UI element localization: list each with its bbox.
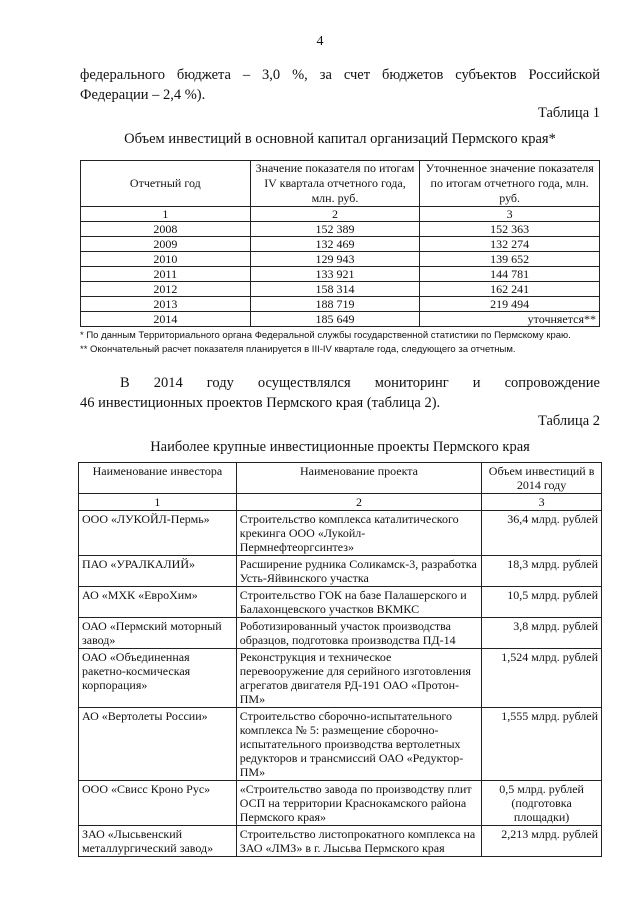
table1-cell: 152 389 xyxy=(250,222,420,237)
table1-header-cell: Значение показателя по итогам IV квартала отчетного года, млн. руб. xyxy=(250,161,420,207)
table-row xyxy=(79,826,602,857)
table1-cell: 2009 xyxy=(81,237,251,252)
table2-header-cell: Наименование проекта xyxy=(236,463,481,494)
project-cell: Реконструкция и техническое перевооружение для серийного изготовления агрегатов двигателя РД-191 ОАО «Протон-ПМ» xyxy=(236,649,481,708)
page-number: 4 xyxy=(316,34,324,49)
investor-cell: ПАО «УРАЛКАЛИЙ» xyxy=(79,556,237,587)
footnote-2: ** Окончательный расчет показателя планируется в III-IV квартале года, следующего за отчетным. xyxy=(80,344,516,355)
table1-label: Таблица 1 xyxy=(537,105,600,121)
table2-title: Наиболее крупные инвестиционные проекты Пермского края xyxy=(150,439,530,455)
table1-colnum: 3 xyxy=(420,207,600,222)
table-row xyxy=(79,511,602,556)
table2-header-row xyxy=(79,463,602,494)
table1-colnum-row xyxy=(81,207,600,222)
amount-cell: 2,213 млрд. рублей xyxy=(482,826,602,857)
table1-cell: 2014 xyxy=(81,312,251,327)
project-cell: Строительство комплекса каталитического крекинга ООО «Лукойл-Пермнефтеоргсинтез» xyxy=(236,511,481,556)
table-row xyxy=(81,222,600,237)
table-row xyxy=(79,618,602,649)
table1-cell: 133 921 xyxy=(250,267,420,282)
table-row xyxy=(81,252,600,267)
investor-cell: ООО «Свисс Кроно Рус» xyxy=(79,781,237,826)
amount-cell: 3,8 млрд. рублей xyxy=(482,618,602,649)
table1-header-cell: Отчетный год xyxy=(81,161,251,207)
table1-cell: 2013 xyxy=(81,297,251,312)
table1-header-row xyxy=(81,161,600,207)
table1-cell: 219 494 xyxy=(420,297,600,312)
table1-cell: уточняется** xyxy=(420,312,600,327)
investor-cell: АО «Вертолеты России» xyxy=(79,708,237,781)
table1 xyxy=(80,160,600,327)
table-row xyxy=(79,649,602,708)
table-row xyxy=(81,297,600,312)
table2-label: Таблица 2 xyxy=(537,413,600,429)
intro-line-1: федерального бюджета – 3,0 %, за счет бюджетов субъектов Российской xyxy=(80,67,600,83)
table1-cell: 139 652 xyxy=(420,252,600,267)
table1-cell: 129 943 xyxy=(250,252,420,267)
investor-cell: ЗАО «Лысьвенский металлургический завод» xyxy=(79,826,237,857)
investor-cell: ООО «ЛУКОЙЛ-Пермь» xyxy=(79,511,237,556)
table1-cell: 144 781 xyxy=(420,267,600,282)
table1-cell: 2008 xyxy=(81,222,251,237)
table1-cell: 2011 xyxy=(81,267,251,282)
table2-colnum-row xyxy=(79,494,602,511)
table-row xyxy=(79,556,602,587)
intro-line-2: Федерации – 2,4 %). xyxy=(80,87,206,103)
table2-colnum: 1 xyxy=(79,494,237,511)
table-row xyxy=(81,312,600,327)
project-cell: Строительство ГОК на базе Палашерского и Балахонцевского участков ВКМКС xyxy=(236,587,481,618)
investor-cell: ОАО «Пермский моторный завод» xyxy=(79,618,237,649)
amount-cell: 10,5 млрд. рублей xyxy=(482,587,602,618)
project-cell: Роботизированный участок производства образцов, подготовка производства ПД-14 xyxy=(236,618,481,649)
table2 xyxy=(78,462,602,857)
amount-cell: 1,555 млрд. рублей xyxy=(482,708,602,781)
table1-cell: 152 363 xyxy=(420,222,600,237)
table1-colnum: 1 xyxy=(81,207,251,222)
table1-cell: 2012 xyxy=(81,282,251,297)
table-row xyxy=(81,267,600,282)
table-row xyxy=(79,781,602,826)
table1-cell: 2010 xyxy=(81,252,251,267)
table1-cell: 185 649 xyxy=(250,312,420,327)
table2-header-cell: Наименование инвестора xyxy=(79,463,237,494)
amount-cell: 0,5 млрд. рублей (подготовка площадки) xyxy=(482,781,602,826)
table2-colnum: 2 xyxy=(236,494,481,511)
table2-header-cell: Объем инвестиций в 2014 году xyxy=(482,463,602,494)
table-row xyxy=(81,237,600,252)
table1-cell: 162 241 xyxy=(420,282,600,297)
investor-cell: АО «МХК «ЕвроХим» xyxy=(79,587,237,618)
table1-cell: 132 274 xyxy=(420,237,600,252)
table1-title: Объем инвестиций в основной капитал организаций Пермского края* xyxy=(124,131,556,147)
amount-cell: 36,4 млрд. рублей xyxy=(482,511,602,556)
table2-colnum: 3 xyxy=(482,494,602,511)
table1-cell: 132 469 xyxy=(250,237,420,252)
table-row xyxy=(81,282,600,297)
table1-cell: 158 314 xyxy=(250,282,420,297)
investor-cell: ОАО «Объединенная ракетно-космическая корпорация» xyxy=(79,649,237,708)
project-cell: Строительство листопрокатного комплекса на ЗАО «ЛМЗ» в г. Лысьва Пермского края xyxy=(236,826,481,857)
para2-line-1: В 2014 году осуществлялся мониторинг и сопровождение xyxy=(120,375,600,391)
project-cell: «Строительство завода по производству плит ОСП на территории Краснокамского района Пермского края» xyxy=(236,781,481,826)
project-cell: Расширение рудника Соликамск-3, разработка Усть-Яйвинского участка xyxy=(236,556,481,587)
table-row xyxy=(79,587,602,618)
para2-line-2: 46 инвестиционных проектов Пермского края (таблица 2). xyxy=(80,395,441,411)
table1-cell: 188 719 xyxy=(250,297,420,312)
footnote-1: * По данным Территориального органа Федеральной службы государственной статистики по Пермскому краю. xyxy=(80,330,571,341)
table-row xyxy=(79,708,602,781)
amount-cell: 1,524 млрд. рублей xyxy=(482,649,602,708)
project-cell: Строительство сборочно-испытательного комплекса № 5: размещение сборочно-испытательного производства вертолетных редукторов и трансмиссий ОАО «Редуктор-ПМ» xyxy=(236,708,481,781)
table1-colnum: 2 xyxy=(250,207,420,222)
table1-header-cell: Уточненное значение показателя по итогам отчетного года, млн. руб. xyxy=(420,161,600,207)
amount-cell: 18,3 млрд. рублей xyxy=(482,556,602,587)
